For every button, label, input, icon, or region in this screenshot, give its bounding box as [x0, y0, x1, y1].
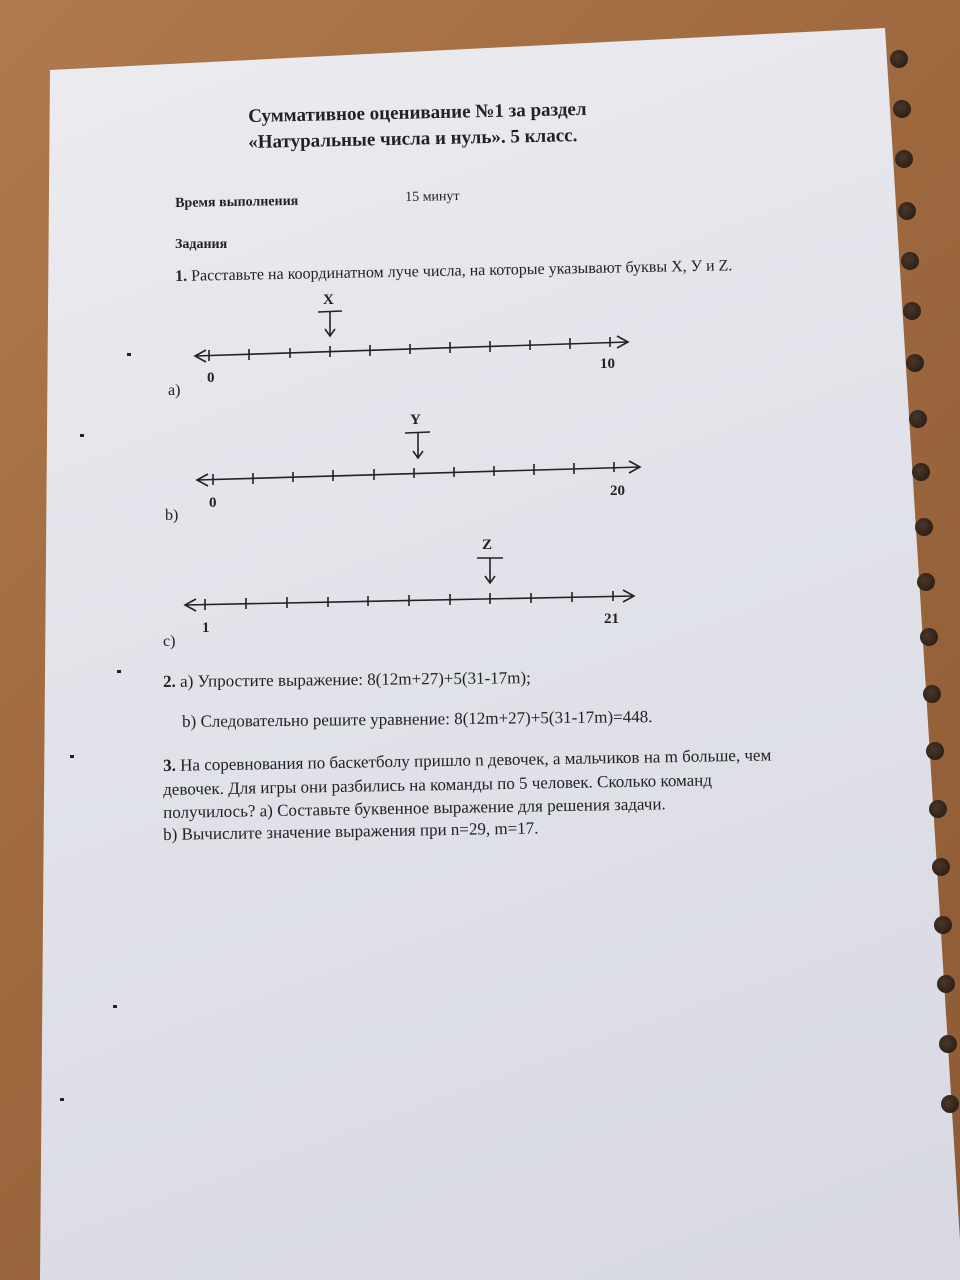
line-c-part: c) [163, 633, 176, 650]
marker-label-y: Y [410, 412, 421, 428]
task2-b: b) Следовательно решите уравнение: 8(12m+27)+5(31-17m)=448. [182, 707, 653, 731]
task3-line-3: получилось? а) Составьте буквенное выражение для решения задачи. [163, 794, 666, 822]
task1-number: 1. [175, 267, 188, 285]
task3-line-2: девочек. Для игры они разбились на команды по 5 человек. Сколько команд [163, 770, 713, 799]
task2-a-text: а) Упростите выражение: 8(12m+27)+5(31-17m); [179, 668, 531, 691]
line-b-start: 0 [209, 495, 217, 511]
task3-number: 3. [163, 755, 177, 775]
task3-line-1-text: На соревнования по баскетболу пришло n девочек, а мальчиков на m больше, чем [179, 745, 772, 775]
task2-a [163, 668, 531, 692]
task1-text: Расставьте на координатном луче числа, на которые указывают буквы Х, У и Z. [190, 257, 733, 285]
number-line-b [197, 432, 640, 486]
line-a-end: 10 [600, 356, 615, 372]
title-line-2: «Натуральные числа и нуль». 5 класс. [248, 125, 578, 153]
line-c-start: 1 [202, 620, 210, 636]
line-b-end: 20 [610, 483, 625, 499]
line-a-part: a) [168, 382, 181, 399]
time-value: 15 минут [405, 189, 460, 205]
marker-label-x: X [323, 292, 334, 308]
task2-number: 2. [163, 671, 176, 691]
line-a-start: 0 [207, 370, 215, 386]
number-line-a [195, 311, 628, 362]
number-line-c [185, 558, 634, 611]
line-c-end: 21 [604, 611, 619, 627]
tasks-heading: Задания [175, 237, 228, 252]
marker-label-z: Z [482, 537, 493, 553]
line-b-part: b) [165, 507, 179, 524]
title-line-1: Суммативное оценивание №1 за раздел [248, 98, 587, 127]
task3-line-4: b) Вычислите значение выражения при n=29, m=17. [163, 818, 539, 844]
time-label: Время выполнения [175, 193, 299, 211]
